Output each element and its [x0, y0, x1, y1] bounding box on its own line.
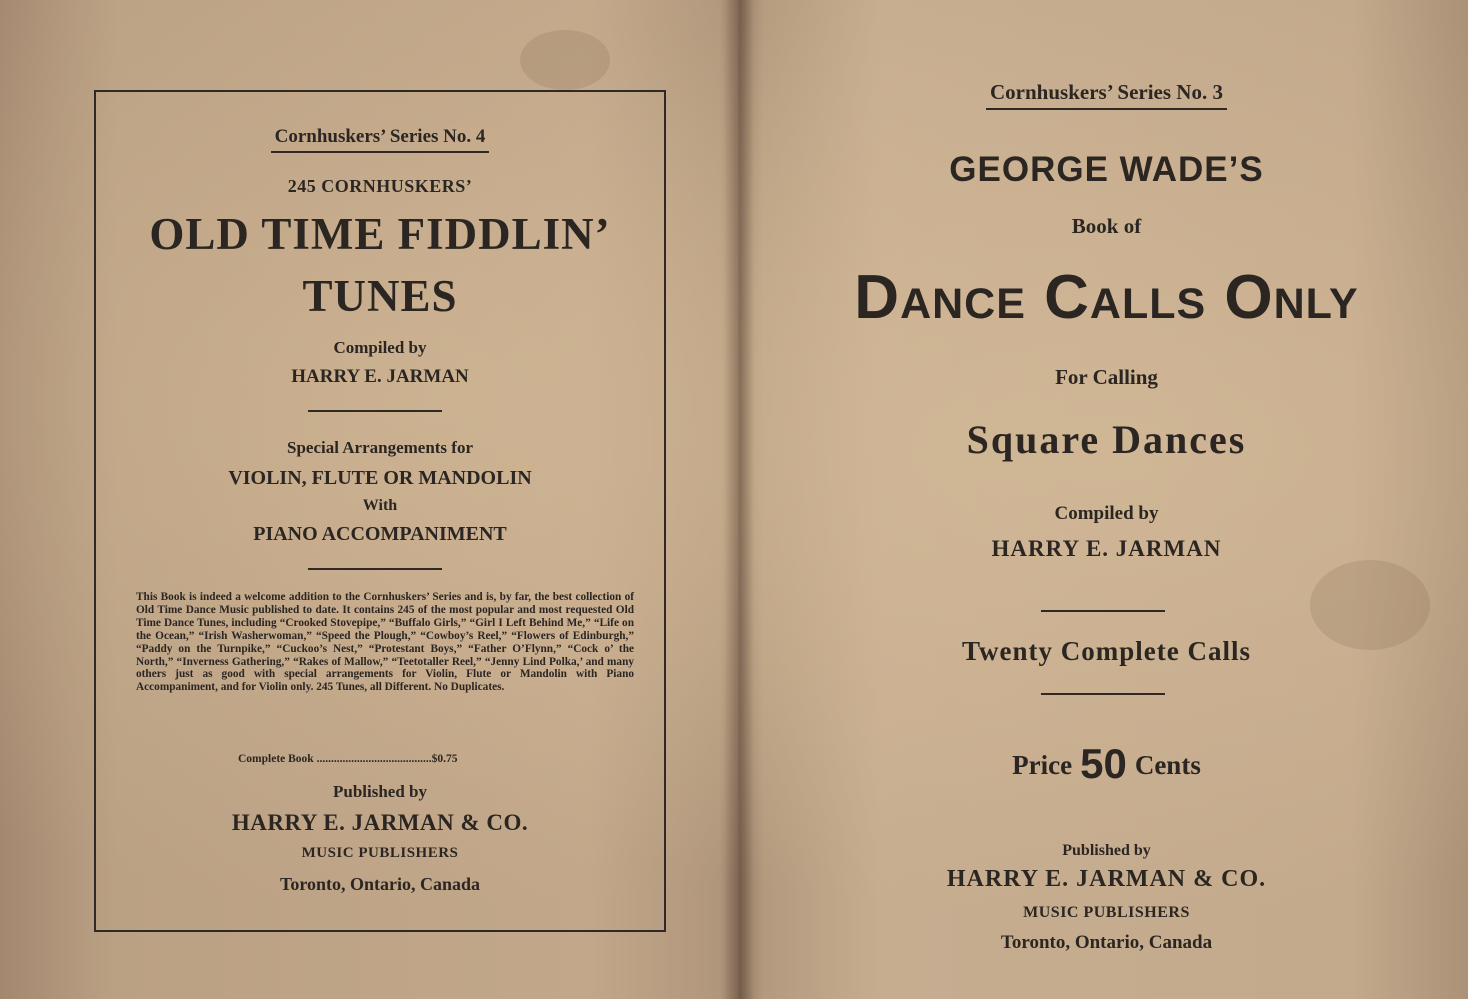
description-paragraph: This Book is indeed a welcome addition to the Cornhuskers’ Series and is, by far, the best collection of Old Time Dance Music published to date. It contains 245 of the most popular and most requested Old Time Dance Tunes, including “Crooked Stovepipe,” “Buffalo Girls,” “Girl I Left Behind Me,” “Life on the Ocean,” “Irish Washerwoman,” “Speed the Plough,” “Cowboy’s Reel,” “Flowers of Edinburgh,” “Paddy on the Turnpike,” “Cuckoo’s Nest,” “Protestant Boys,” “Father O’Flynn,” “Cock o’ the North,” “Inverness Gathering,” “Rakes of Mallow,” “Teetotaller Reel,” “Jenny Lind Polka,’ and many others just as good with special arrangements for Violin, Flute or Mandolin with Piano Accompaniment, and for Violin only. 245 Tunes, all Different. No Duplicates. [136, 591, 634, 694]
subject-line: Square Dances [966, 417, 1247, 462]
publisher-type: MUSIC PUBLISHERS [301, 845, 459, 861]
publisher-name: HARRY E. JARMAN & CO. [946, 866, 1267, 892]
price-unit: Cents [1134, 750, 1201, 780]
series-label: Cornhuskers’ Series No. 4 [271, 126, 490, 153]
compiler-name: HARRY E. JARMAN [991, 536, 1222, 561]
published-by-label: Published by [1062, 842, 1151, 859]
publisher-location: Toronto, Ontario, Canada [279, 874, 481, 894]
series-heading [745, 80, 1468, 110]
for-calling-label: For Calling [1055, 365, 1158, 389]
divider-rule [308, 410, 442, 412]
publisher-type: MUSIC PUBLISHERS [1023, 904, 1190, 921]
price-value: 50 [1080, 740, 1127, 787]
accompaniment-line: PIANO ACCOMPANIMENT [253, 523, 507, 545]
price-label: Price [1012, 750, 1073, 780]
compiled-by-label: Compiled by [1054, 503, 1159, 524]
divider-rule [1041, 693, 1165, 695]
publisher-location: Toronto, Ontario, Canada [1000, 932, 1213, 953]
contents-line: Twenty Complete Calls [962, 636, 1251, 666]
divider-rule [308, 568, 442, 570]
compiler-name: HARRY E. JARMAN [291, 366, 469, 387]
front-cover-page [745, 0, 1468, 999]
compiled-by-label: Compiled by [333, 338, 427, 357]
series-heading [96, 126, 664, 153]
price-line [745, 740, 1468, 788]
bordered-frame [94, 90, 666, 932]
with-label: With [362, 497, 398, 514]
book-title: Dance Calls Only [854, 263, 1359, 332]
instruments-line: VIOLIN, FLUTE OR MANDOLIN [228, 467, 532, 489]
published-by-label: Published by [332, 782, 427, 801]
series-label: Cornhuskers’ Series No. 3 [986, 80, 1227, 110]
book-title-line2: TUNES [302, 271, 458, 321]
book-title-line1: OLD TIME FIDDLIN’ [149, 209, 611, 259]
divider-rule [1041, 610, 1165, 612]
complete-book-price: Complete Book ........................................$0.75 [238, 753, 458, 765]
tune-count-line: 245 CORNHUSKERS’ [287, 176, 473, 196]
author-line: GEORGE WADE’S [949, 150, 1264, 189]
book-of-label: Book of [1071, 214, 1142, 238]
publisher-name: HARRY E. JARMAN & CO. [231, 810, 529, 835]
special-arrangements-label: Special Arrangements for [286, 438, 474, 457]
